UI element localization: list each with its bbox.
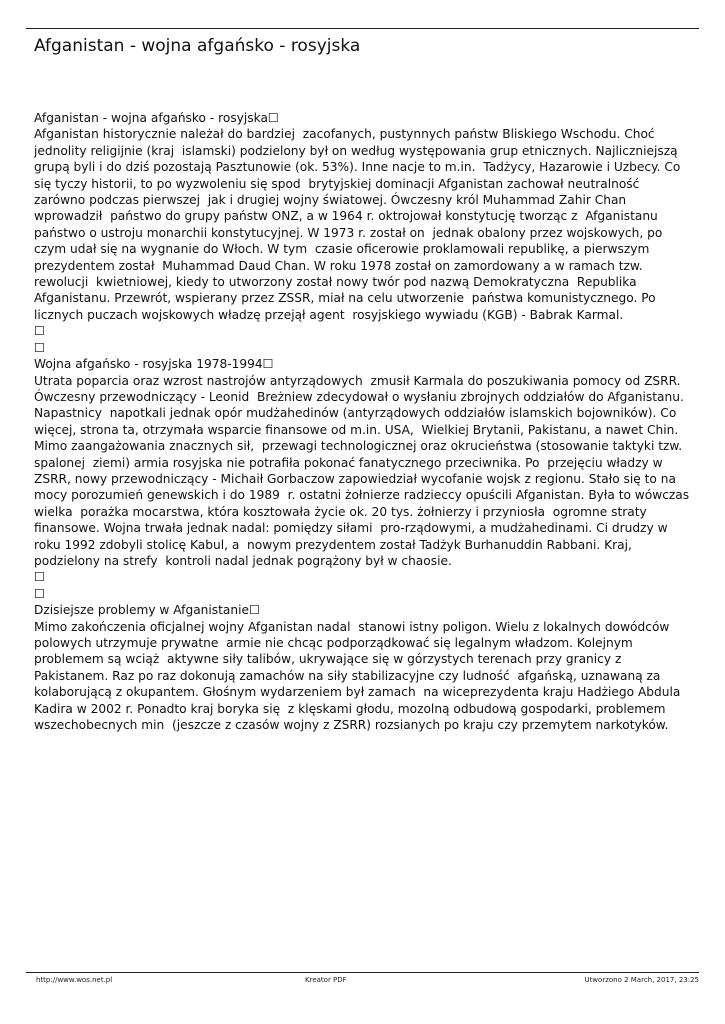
footer-generator: Kreator PDF [305, 976, 347, 984]
section-paragraph: Utrata poparcia oraz wzrost nastrojów antyrządowych zmusił Karmala do poszukiwania pomocy od ZSRR. Ówczesny przewodniczący - Leonid Breżniew zdecydował o wysłaniu zbrojnych oddziałów do Afganistanu. Napastnicy napotkali jednak opór mudżahedinów (antyrządowych oddziałów islamskich bojowników). Co więcej, strona ta, otrzymała wsparcie finansowe od m.in. USA, Wielkiej Brytanii, Pakistanu, a nawet Chin. Mimo zaangażowania znacznych sił, przewagi technologicznej oraz okrucieństwa (stosowanie taktyki tzw. spalonej ziemi) armia rosyjska nie potrafiła pokonać fanatycznego przeciwnika. Po przejęciu władzy w ZSRR, nowy przewodniczący - Michaił Gorbaczow zapowiedział wycofanie wojsk z regionu. Stało się to na mocy porozumień genewskich i do 1989 r. ostatni żołnierze radzieccy opuścili Afganistan. Była to wówczas wielka porażka mocarstwa, która kosztowała życie ok. 20 tys. żołnierzy i przyniosła ogromne straty finansowe. Wojna trwała jednak nadal: pomiędzy siłami pro-rządowymi, a mudżahedinami. Ci drudzy w roku 1992 zdobyli stolicę Kabul, a nowym prezydentem został Tadżyk Burhanuddin Rabbani. Kraj, podzielony na strefy kontroli nadal jednak pogrążony był w chaosie. [34, 373, 693, 568]
placeholder-glyph: ☐ [34, 586, 45, 601]
section-paragraph: Afganistan historycznie należał do bardziej zacofanych, pustynnych państw Bliskiego Wschodu. Choć jednolity religijnie (kraj islamski) podzielony był on według występowania grup etnicznych. Najliczniejszą grupą byli i do dziś pozostają Pasztunowie (ok. 53%). Inne nacje to m.in. Tadżycy, Hazarowie i Uzbecy. Co się tyczy historii, to po wyzwoleniu się spod brytyjskiej dominacji Afganistan zachował neutralność zarówno podczas pierwszej jak i drugiej wojny światowej. Ówczesny król Muhammad Zahir Chan wprowadził państwo do grupy państw ONZ, a w 1964 r. oktrojował konstytucję tworząc z Afganistanu państwo o ustroju monarchii konstytucyjnej. W 1973 r. został on jednak obalony przez wojskowych, po czym udał się na wygnanie do Włoch. W tym czasie oficerowie proklamowali republikę, a pierwszym prezydentem został Muhammad Daud Chan. W roku 1978 został on zamordowany a w ramach tzw. rewolucji kwietniowej, kiedy to utworzony został nowy twór pod nazwą Demokratyczna Republika Afganistanu. Przewrót, wspierany przez ZSSR, miał na celu utworzenie państwa komunistycznego. Po licznych puczach wojskowych władzę przejął agent rosyjskiego wywiadu (KGB) - Babrak Karmal. [34, 127, 686, 322]
placeholder-glyph: ☐ [34, 324, 45, 339]
article-body [34, 110, 694, 733]
footer-created-date: Utworzono 2 March, 2017, 23:25 [584, 976, 699, 984]
section-heading: Dzisiejsze problemy w Afganistanie☐ [34, 603, 260, 618]
top-divider [26, 28, 699, 29]
section-heading: Wojna afgańsko - rosyjska 1978-1994☐ [34, 357, 274, 372]
bottom-divider [26, 972, 699, 973]
placeholder-glyph: ☐ [34, 340, 45, 355]
placeholder-glyph: ☐ [34, 570, 45, 585]
section-heading: Afganistan - wojna afgańsko - rosyjska☐ [34, 111, 279, 125]
page-title: Afganistan - wojna afgańsko - rosyjska [34, 36, 361, 56]
section-paragraph: Mimo zakończenia oficjalnej wojny Afganistan nadal stanowi istny poligon. Wielu z lokalnych dowódców polowych utrzymuje prywatne armie nie chcąc podporządkować się legalnym władzom. Kolejnym problemem są wciąż aktywne siły talibów, ukrywające się w górzystych terenach przy granicy z Pakistanem. Raz po raz dokonują zamachów na siły stabilizacyjne czy ludność afgańską, uznawaną za kolaborującą z okupantem. Głośnym wydarzeniem był zamach na wiceprezydenta kraju Hadżiego Abdula Kadira w 2002 r. Ponadto kraj boryka się z klęskami głodu, mozolną odbudową gospodarki, problemem wszechobecnych min (jeszcze z czasów wojny z ZSRR) rozsianych po kraju czy przemytem narkotyków. [34, 619, 685, 733]
footer-url-link[interactable]: http://www.wos.net.pl [36, 976, 113, 984]
